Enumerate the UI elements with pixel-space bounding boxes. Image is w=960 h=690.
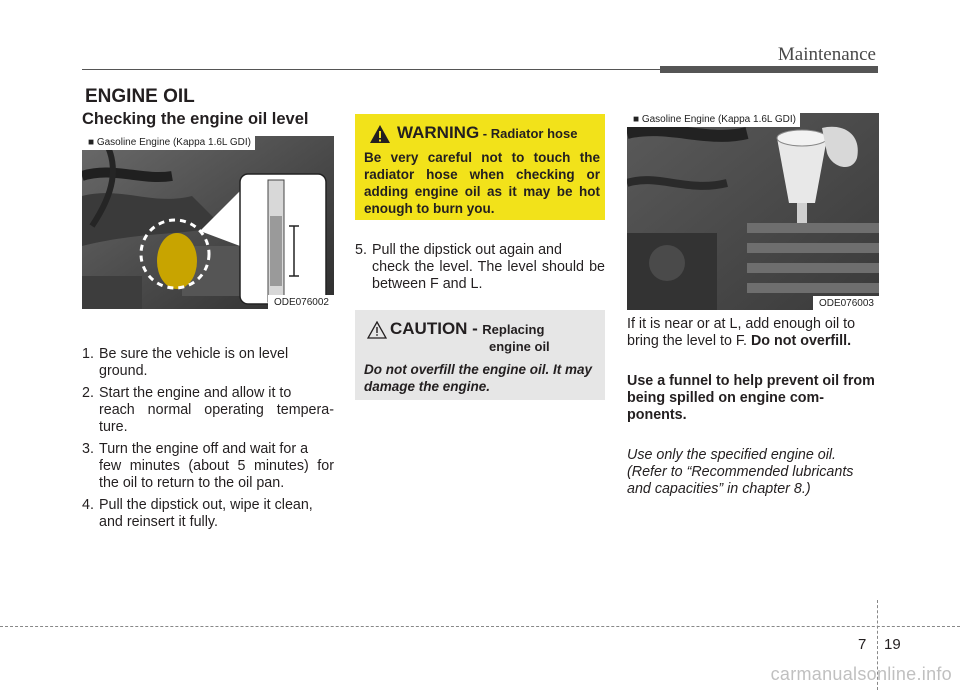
warning-text: Be very careful not to touch the radiator hose when checking or adding engine oil as it may be hot enough to burn you. <box>364 150 600 216</box>
watermark: carmanualsonline.info <box>770 664 952 684</box>
figure-caption: ■ Gasoline Engine (Kappa 1.6L GDI) <box>627 113 800 127</box>
warning-triangle-icon <box>369 124 391 144</box>
figure-code: ODE076003 <box>813 296 879 310</box>
oil-filler-figure <box>627 113 879 310</box>
steps-list <box>82 346 334 536</box>
subheading: Checking the engine oil level <box>82 110 309 128</box>
paragraph-funnel: Use a funnel to help prevent oil from being spilled on engine com- ponents. <box>627 373 875 423</box>
page-number: 19 <box>884 636 901 653</box>
caution-heading-line2: engine oil <box>489 339 550 354</box>
step-item: 2. Start the engine and allow it to reach normal operating tempera- ture. <box>82 385 334 435</box>
engine-illustration <box>82 136 334 309</box>
chapter-number: 7 <box>858 636 867 653</box>
figure-caption: ■ Gasoline Engine (Kappa 1.6L GDI) <box>82 136 255 150</box>
engine-funnel-illustration <box>627 113 879 310</box>
warning-box <box>355 114 605 220</box>
paragraph-add-oil: If it is near or at L, add enough oil to bring the level to F. Do not overfill. <box>627 316 856 349</box>
caution-box <box>355 310 605 400</box>
step-5: 5. Pull the dipstick out again and check the level. The level should be between F and L. <box>355 242 605 292</box>
engine-dipstick-figure <box>82 136 334 309</box>
header-section-title: Maintenance <box>777 44 876 65</box>
figure-code: ODE076002 <box>268 295 334 309</box>
footer-rule <box>0 626 960 627</box>
step-item: 4. Pull the dipstick out, wipe it clean, and reinsert it fully. <box>82 497 313 530</box>
step-item: 1. Be sure the vehicle is on level ground. <box>82 346 289 379</box>
caution-triangle-icon <box>367 321 387 339</box>
caution-heading: CAUTION - Replacing <box>390 319 545 338</box>
caution-text: Do not overfill the engine oil. It may damage the engine. <box>364 362 593 394</box>
step-item: 3. Turn the engine off and wait for a few minutes (about 5 minutes) for the oil to return to the oil pan. <box>82 441 334 491</box>
header-bar <box>660 66 878 73</box>
warning-heading: WARNING - Radiator hose <box>397 123 578 142</box>
section-title: ENGINE OIL <box>85 86 195 107</box>
paragraph-specified-oil: Use only the specified engine oil. (Refer to “Recommended lubricants and capacities” in chapter 8.) <box>627 447 854 497</box>
